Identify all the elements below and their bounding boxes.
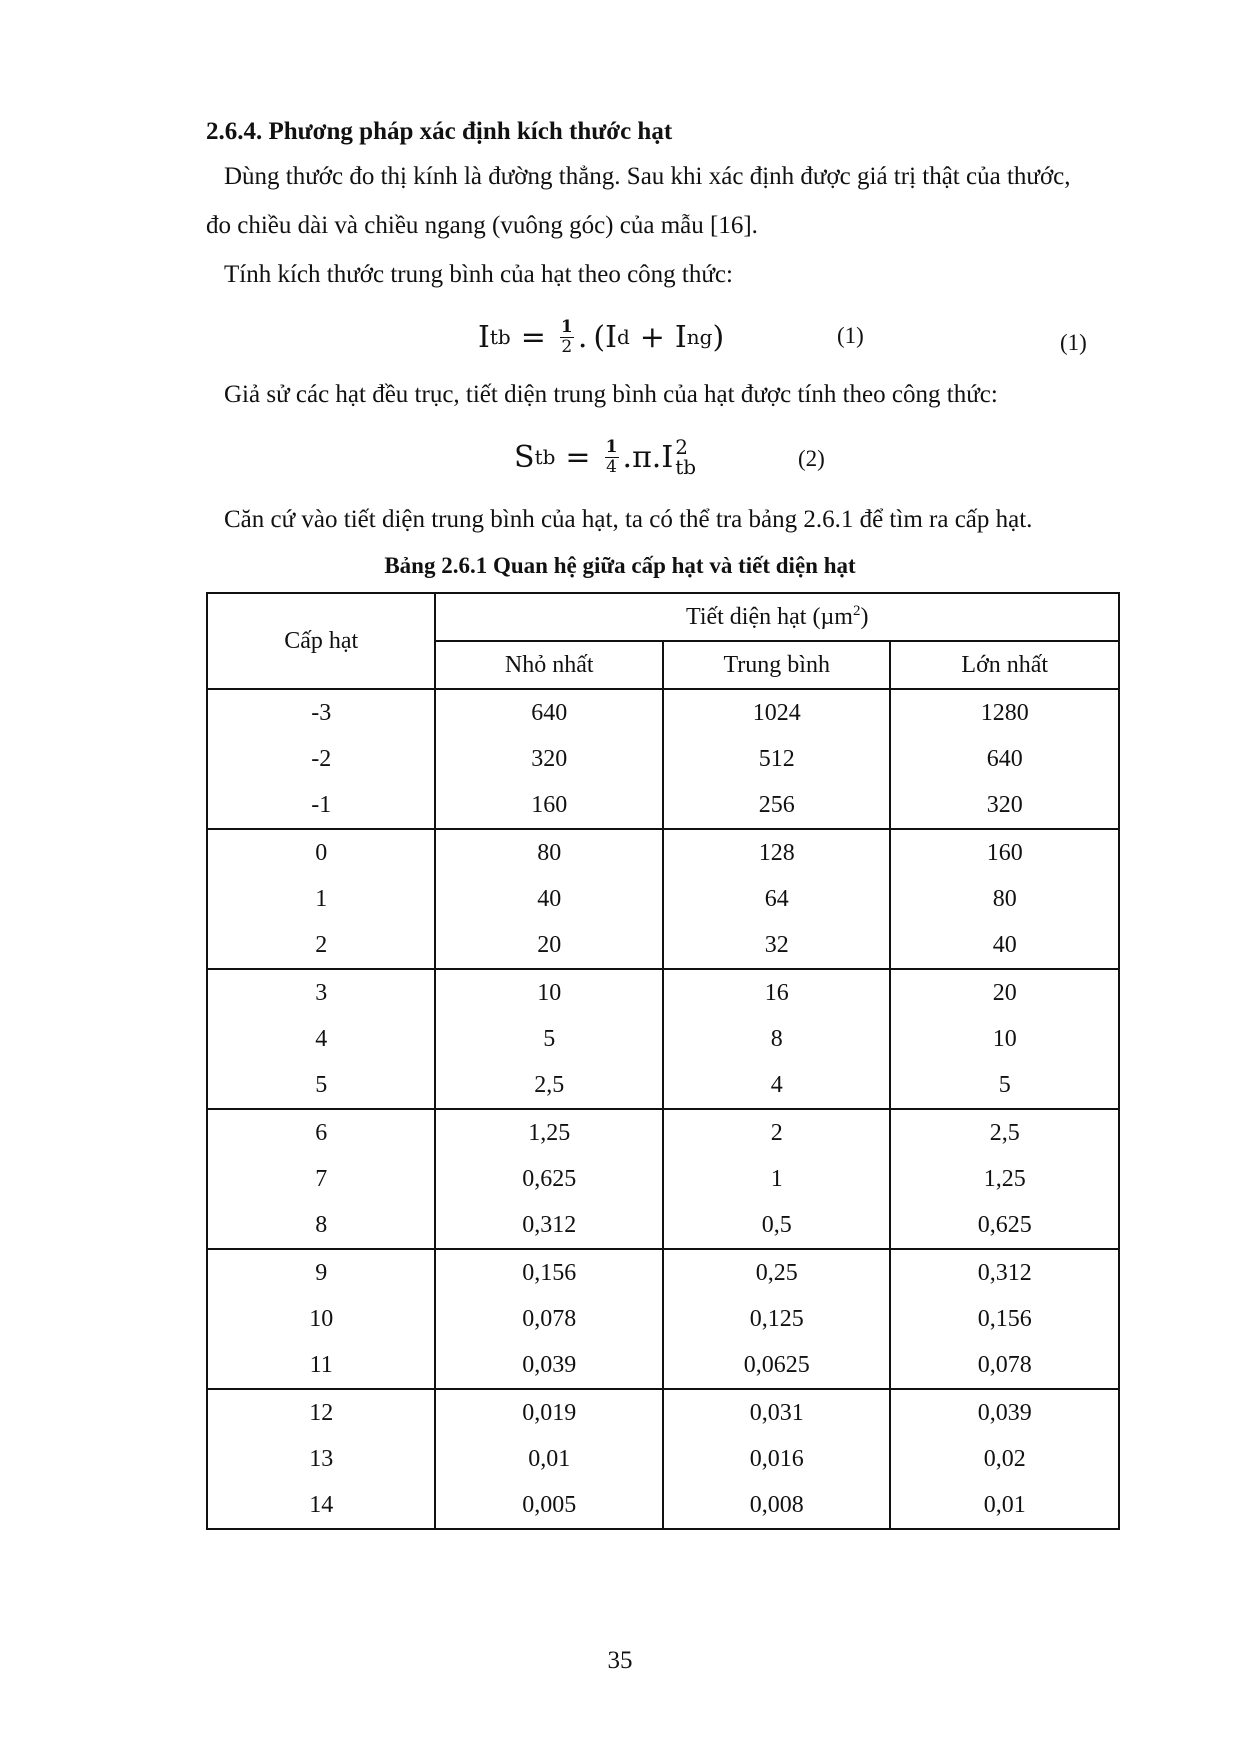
cell-grade: 13	[207, 1436, 435, 1482]
cell-grade: 10	[207, 1296, 435, 1342]
cell-max: 640	[890, 736, 1119, 782]
cell-max: 10	[890, 1016, 1119, 1062]
formula1-numerator: 1	[560, 317, 573, 337]
formula2-sup: 2	[675, 435, 688, 459]
cell-min: 0,625	[435, 1156, 663, 1202]
cell-min: 0,312	[435, 1202, 663, 1249]
cell-avg: 1024	[663, 689, 891, 736]
cell-avg: 0,125	[663, 1296, 891, 1342]
cell-min: 0,078	[435, 1296, 663, 1342]
table-row	[207, 1482, 1119, 1529]
cell-min: 160	[435, 782, 663, 829]
cell-grade: 8	[207, 1202, 435, 1249]
cell-grade: 9	[207, 1249, 435, 1296]
cell-min: 320	[435, 736, 663, 782]
formula2-mid: .π.I	[622, 439, 674, 475]
cell-max: 1,25	[890, 1156, 1119, 1202]
cell-grade: 6	[207, 1109, 435, 1156]
formula1-lhs: I	[478, 319, 490, 355]
cell-grade: -3	[207, 689, 435, 736]
paragraph-cross-section: Giả sử các hạt đều trục, tiết diện trung bình của hạt được tính theo công thức:	[224, 381, 998, 408]
cell-min: 0,156	[435, 1249, 663, 1296]
formula1-sub-d: d	[616, 325, 630, 350]
cell-max: 0,156	[890, 1296, 1119, 1342]
cell-avg: 0,008	[663, 1482, 891, 1529]
cell-avg: 0,25	[663, 1249, 891, 1296]
formula2-denominator: 4	[606, 456, 617, 477]
page-number: 35	[607, 1647, 633, 1674]
cell-grade: 7	[207, 1156, 435, 1202]
table-row	[207, 829, 1119, 876]
formula1-sub-ng: ng	[686, 325, 713, 350]
cell-avg: 16	[663, 969, 891, 1016]
cell-max: 320	[890, 782, 1119, 829]
formula1-i2: I	[674, 319, 687, 355]
header-min: Nhỏ nhất	[435, 641, 663, 689]
cell-avg: 512	[663, 736, 891, 782]
table-row	[207, 1109, 1119, 1156]
cell-max: 0,01	[890, 1482, 1119, 1529]
formula1-dot: .	[577, 319, 588, 355]
cell-grade: -2	[207, 736, 435, 782]
cell-min: 2,5	[435, 1062, 663, 1109]
cell-avg: 8	[663, 1016, 891, 1062]
cell-max: 0,078	[890, 1342, 1119, 1389]
formula1-denominator: 2	[561, 336, 573, 357]
table-row	[207, 1062, 1119, 1109]
formula2-equals: =	[565, 439, 591, 475]
formula1-open: (I	[593, 319, 617, 355]
cell-grade: 1	[207, 876, 435, 922]
table-row	[207, 1016, 1119, 1062]
cell-grade: 12	[207, 1389, 435, 1436]
formula-cross-section	[514, 437, 696, 477]
cell-min: 640	[435, 689, 663, 736]
cell-avg: 0,5	[663, 1202, 891, 1249]
table-row	[207, 1436, 1119, 1482]
cell-avg: 0,0625	[663, 1342, 891, 1389]
grain-size-table	[206, 592, 1120, 1530]
formula1-equals: =	[520, 319, 546, 355]
table-row	[207, 1156, 1119, 1202]
formula1-number-right: (1)	[1060, 330, 1087, 355]
formula2-lhs-sub: tb	[534, 445, 556, 469]
paragraph-average-size: Tính kích thước trung bình của hạt theo công thức:	[224, 261, 733, 288]
cell-max: 0,625	[890, 1202, 1119, 1249]
header-avg: Trung bình	[663, 641, 891, 689]
paragraph-lookup: Căn cứ vào tiết diện trung bình của hạt, ta có thể tra bảng 2.6.1 để tìm ra cấp hạt.	[224, 506, 1033, 533]
formula2-fraction	[605, 438, 619, 476]
cell-grade: -1	[207, 782, 435, 829]
cell-avg: 0,016	[663, 1436, 891, 1482]
cell-min: 20	[435, 922, 663, 969]
cell-min: 0,019	[435, 1389, 663, 1436]
cell-grade: 0	[207, 829, 435, 876]
cell-min: 0,01	[435, 1436, 663, 1482]
cell-max: 0,02	[890, 1436, 1119, 1482]
table-row	[207, 1249, 1119, 1296]
cell-max: 1280	[890, 689, 1119, 736]
cell-grade: 4	[207, 1016, 435, 1062]
cell-min: 40	[435, 876, 663, 922]
cell-max: 0,039	[890, 1389, 1119, 1436]
cell-avg: 4	[663, 1062, 891, 1109]
header-cross-section-group	[435, 593, 1119, 641]
header-cross-section-text: Tiết diện hạt (µm	[686, 604, 853, 630]
formula2-lhs: S	[514, 439, 535, 475]
cell-min: 5	[435, 1016, 663, 1062]
header-cross-section-sup: 2	[852, 603, 861, 619]
table-row	[207, 1296, 1119, 1342]
header-cross-section-close: )	[860, 604, 869, 630]
section-heading: 2.6.4. Phương pháp xác định kích thước hạt	[206, 118, 673, 145]
cell-grade: 11	[207, 1342, 435, 1389]
cell-min: 1,25	[435, 1109, 663, 1156]
formula1-plus: +	[639, 319, 665, 355]
formula1-fraction	[560, 318, 574, 356]
cell-avg: 0,031	[663, 1389, 891, 1436]
formula2-numerator: 1	[605, 436, 618, 457]
formula2-supsub	[675, 437, 696, 477]
formula2-sub: tb	[675, 455, 697, 479]
cell-max: 2,5	[890, 1109, 1119, 1156]
cell-max: 0,312	[890, 1249, 1119, 1296]
cell-min: 0,005	[435, 1482, 663, 1529]
formula1-close: )	[712, 319, 725, 355]
cell-max: 5	[890, 1062, 1119, 1109]
cell-min: 80	[435, 829, 663, 876]
header-max: Lớn nhất	[890, 641, 1119, 689]
cell-grade: 14	[207, 1482, 435, 1529]
cell-max: 160	[890, 829, 1119, 876]
table-row	[207, 736, 1119, 782]
cell-avg: 1	[663, 1156, 891, 1202]
formula1-lhs-sub: tb	[489, 325, 511, 350]
cell-min: 10	[435, 969, 663, 1016]
cell-avg: 2	[663, 1109, 891, 1156]
table-row	[207, 1202, 1119, 1249]
paragraph-measure-method-cont: đo chiều dài và chiều ngang (vuông góc) của mẫu [16].	[206, 212, 758, 239]
cell-max: 40	[890, 922, 1119, 969]
header-grain-grade: Cấp hạt	[207, 593, 435, 689]
table-row	[207, 782, 1119, 829]
cell-avg: 32	[663, 922, 891, 969]
formula1-number: (1)	[837, 323, 864, 348]
cell-max: 80	[890, 876, 1119, 922]
table-row	[207, 969, 1119, 1016]
table-row	[207, 1389, 1119, 1436]
table-row	[207, 689, 1119, 736]
formula-average-size	[478, 318, 724, 356]
cell-grade: 2	[207, 922, 435, 969]
table-row	[207, 922, 1119, 969]
grain-table-body	[207, 689, 1119, 1529]
cell-avg: 256	[663, 782, 891, 829]
cell-avg: 128	[663, 829, 891, 876]
formula2-number: (2)	[798, 446, 825, 471]
cell-grade: 3	[207, 969, 435, 1016]
cell-min: 0,039	[435, 1342, 663, 1389]
cell-avg: 64	[663, 876, 891, 922]
table-row	[207, 876, 1119, 922]
table-caption: Bảng 2.6.1 Quan hệ giữa cấp hạt và tiết diện hạt	[384, 553, 856, 578]
table-row	[207, 1342, 1119, 1389]
paragraph-measure-method: Dùng thước đo thị kính là đường thẳng. Sau khi xác định được giá trị thật của thước,	[224, 163, 1071, 190]
cell-max: 20	[890, 969, 1119, 1016]
cell-grade: 5	[207, 1062, 435, 1109]
